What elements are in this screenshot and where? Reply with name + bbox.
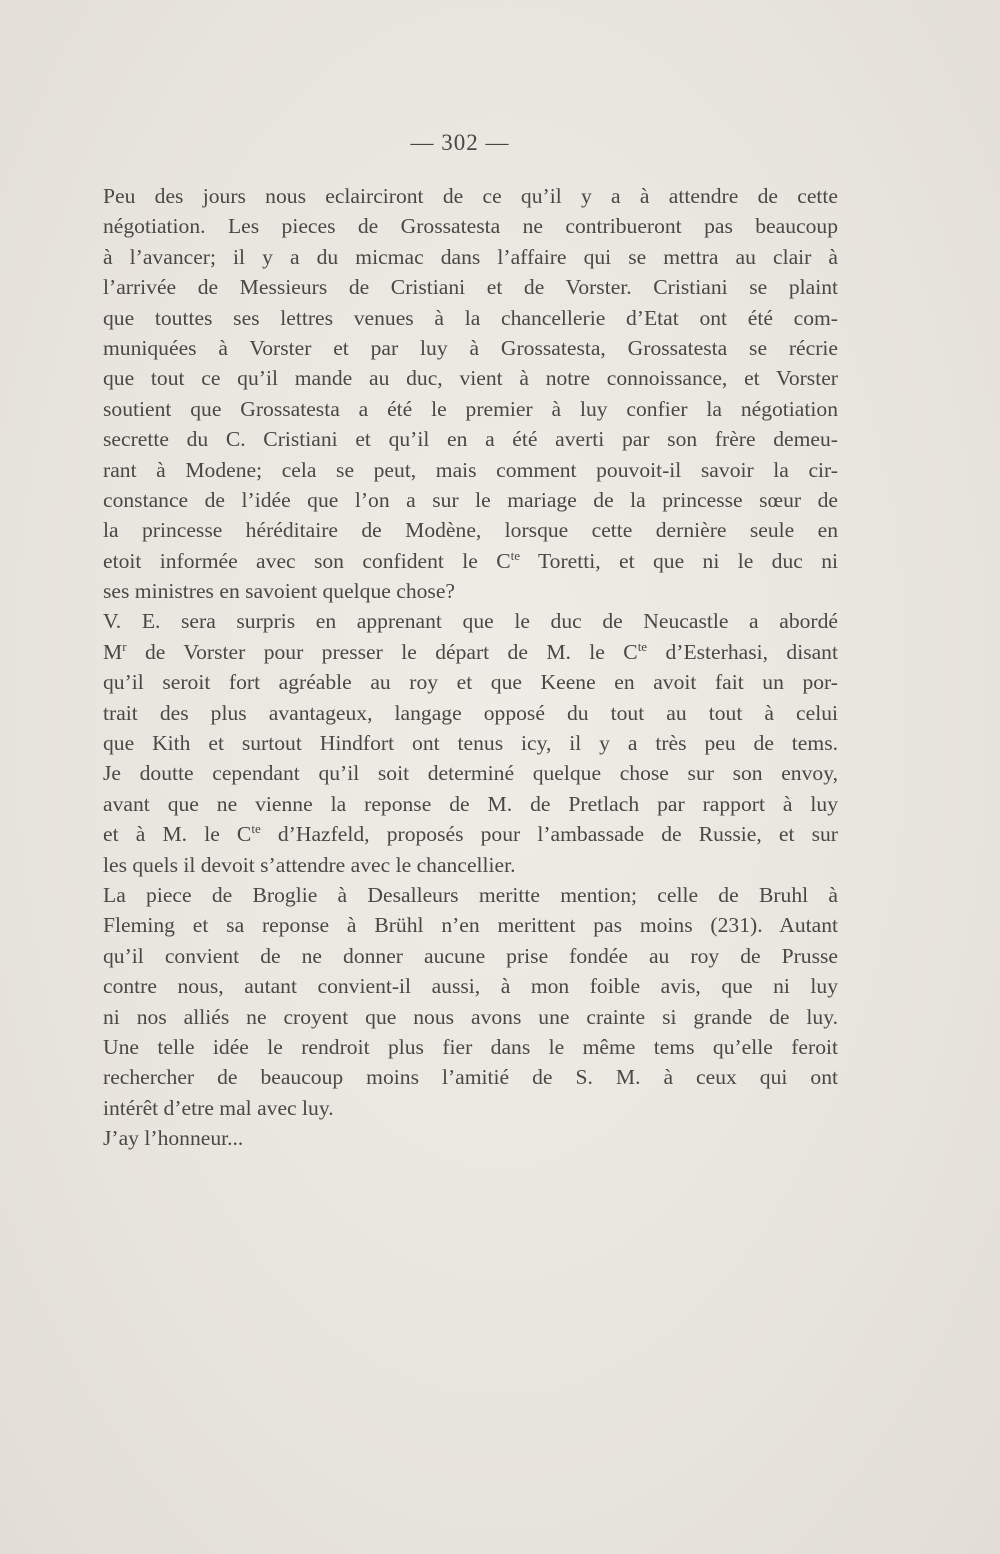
paragraph-2: [78, 606, 838, 880]
text-line: rant à Modene; cela se peut, mais comment pouvoit-il savoir la cir-: [103, 457, 838, 482]
text-line: J’ay l’honneur...: [103, 1126, 244, 1151]
text-line: que touttes ses lettres venues à la chancellerie d’Etat ont été com-: [103, 305, 838, 330]
text-line: La piece de Broglie à Desalleurs meritte mention; celle de Bruhl à: [103, 882, 838, 907]
text-line: qu’il seroit fort agréable au roy et que Keene en avoit fait un por-: [103, 670, 838, 695]
text-line: secrette du C. Cristiani et qu’il en a été averti par son frère demeu-: [103, 427, 838, 452]
page-number: — 302 —: [410, 130, 510, 155]
text-line: les quels il devoit s’attendre avec le chancellier.: [103, 852, 516, 877]
text-line: muniquées à Vorster et par luy à Grossatesta, Grossatesta se récrie: [103, 335, 838, 360]
text-line: soutient que Grossatesta a été le premier à luy confier la négotiation: [103, 396, 838, 421]
paragraph-1: [78, 181, 838, 606]
text-line: et à M. le $C^{te}$ d’Hazfeld, proposés pour l’ambassade de Russie, et sur: [103, 821, 838, 847]
text-line: ses ministres en savoient quelque chose?: [103, 579, 456, 604]
text-line: Peu des jours nous eclairciront de ce qu’il y a à attendre de cette: [103, 184, 838, 208]
text-line: avant que ne vienne la reponse de M. de Pretlach par rapport à luy: [103, 791, 838, 816]
text-line: etoit informée avec son confident le $C^{te}$ Toretti, et que ni le duc ni: [103, 547, 838, 573]
text-line: qu’il convient de ne donner aucune prise fondée au roy de Prusse: [103, 943, 838, 968]
text-line: contre nous, autant convient-il aussi, à mon foible avis, que ni luy: [103, 974, 838, 999]
body-text: [78, 181, 838, 1154]
text-line: à l’avancer; il y a du micmac dans l’affaire qui se mettra au clair à: [103, 244, 838, 269]
text-line: intérêt d’etre mal avec luy.: [103, 1095, 334, 1120]
text-line: négotiation. Les pieces de Grossatesta ne contribueront pas beaucoup: [103, 214, 838, 239]
text-line: l’arrivée de Messieurs de Cristiani et de Vorster. Cristiani se plaint: [103, 275, 838, 300]
text-line: que tout ce qu’il mande au duc, vient à notre connoissance, et Vorster: [103, 366, 838, 391]
paragraph-4: [78, 1123, 838, 1153]
text-line: constance de l’idée que l’on a sur le mariage de la princesse sœur de: [103, 487, 838, 512]
text-line: Fleming et sa reponse à Brühl n’en merittent pas moins (231). Autant: [103, 913, 838, 938]
text-line: Je doutte cependant qu’il soit determiné quelque chose sur son envoy,: [103, 761, 838, 786]
text-line: ni nos alliés ne croyent que nous avons une crainte si grande de luy.: [103, 1004, 838, 1029]
text-line: V. E. sera surpris en apprenant que le duc de Neucastle a abordé: [103, 609, 838, 634]
text-line: que Kith et surtout Hindfort ont tenus icy, il y a très peu de tems.: [103, 731, 838, 756]
text-line: trait des plus avantageux, langage opposé du tout au tout à celui: [103, 700, 838, 725]
text-line: rechercher de beaucoup moins l’amitié de S. M. à ceux qui ont: [103, 1065, 838, 1090]
text-line: $M^r$ de Vorster pour presser le départ de M. le $C^{te}$ d’Esterhasi, disant: [103, 638, 838, 664]
text-line: la princesse héréditaire de Modène, lorsque cette dernière seule en: [103, 518, 838, 543]
text-line: Une telle idée le rendroit plus fier dans le même tems qu’elle feroit: [103, 1034, 838, 1059]
paragraph-3: [78, 880, 838, 1123]
